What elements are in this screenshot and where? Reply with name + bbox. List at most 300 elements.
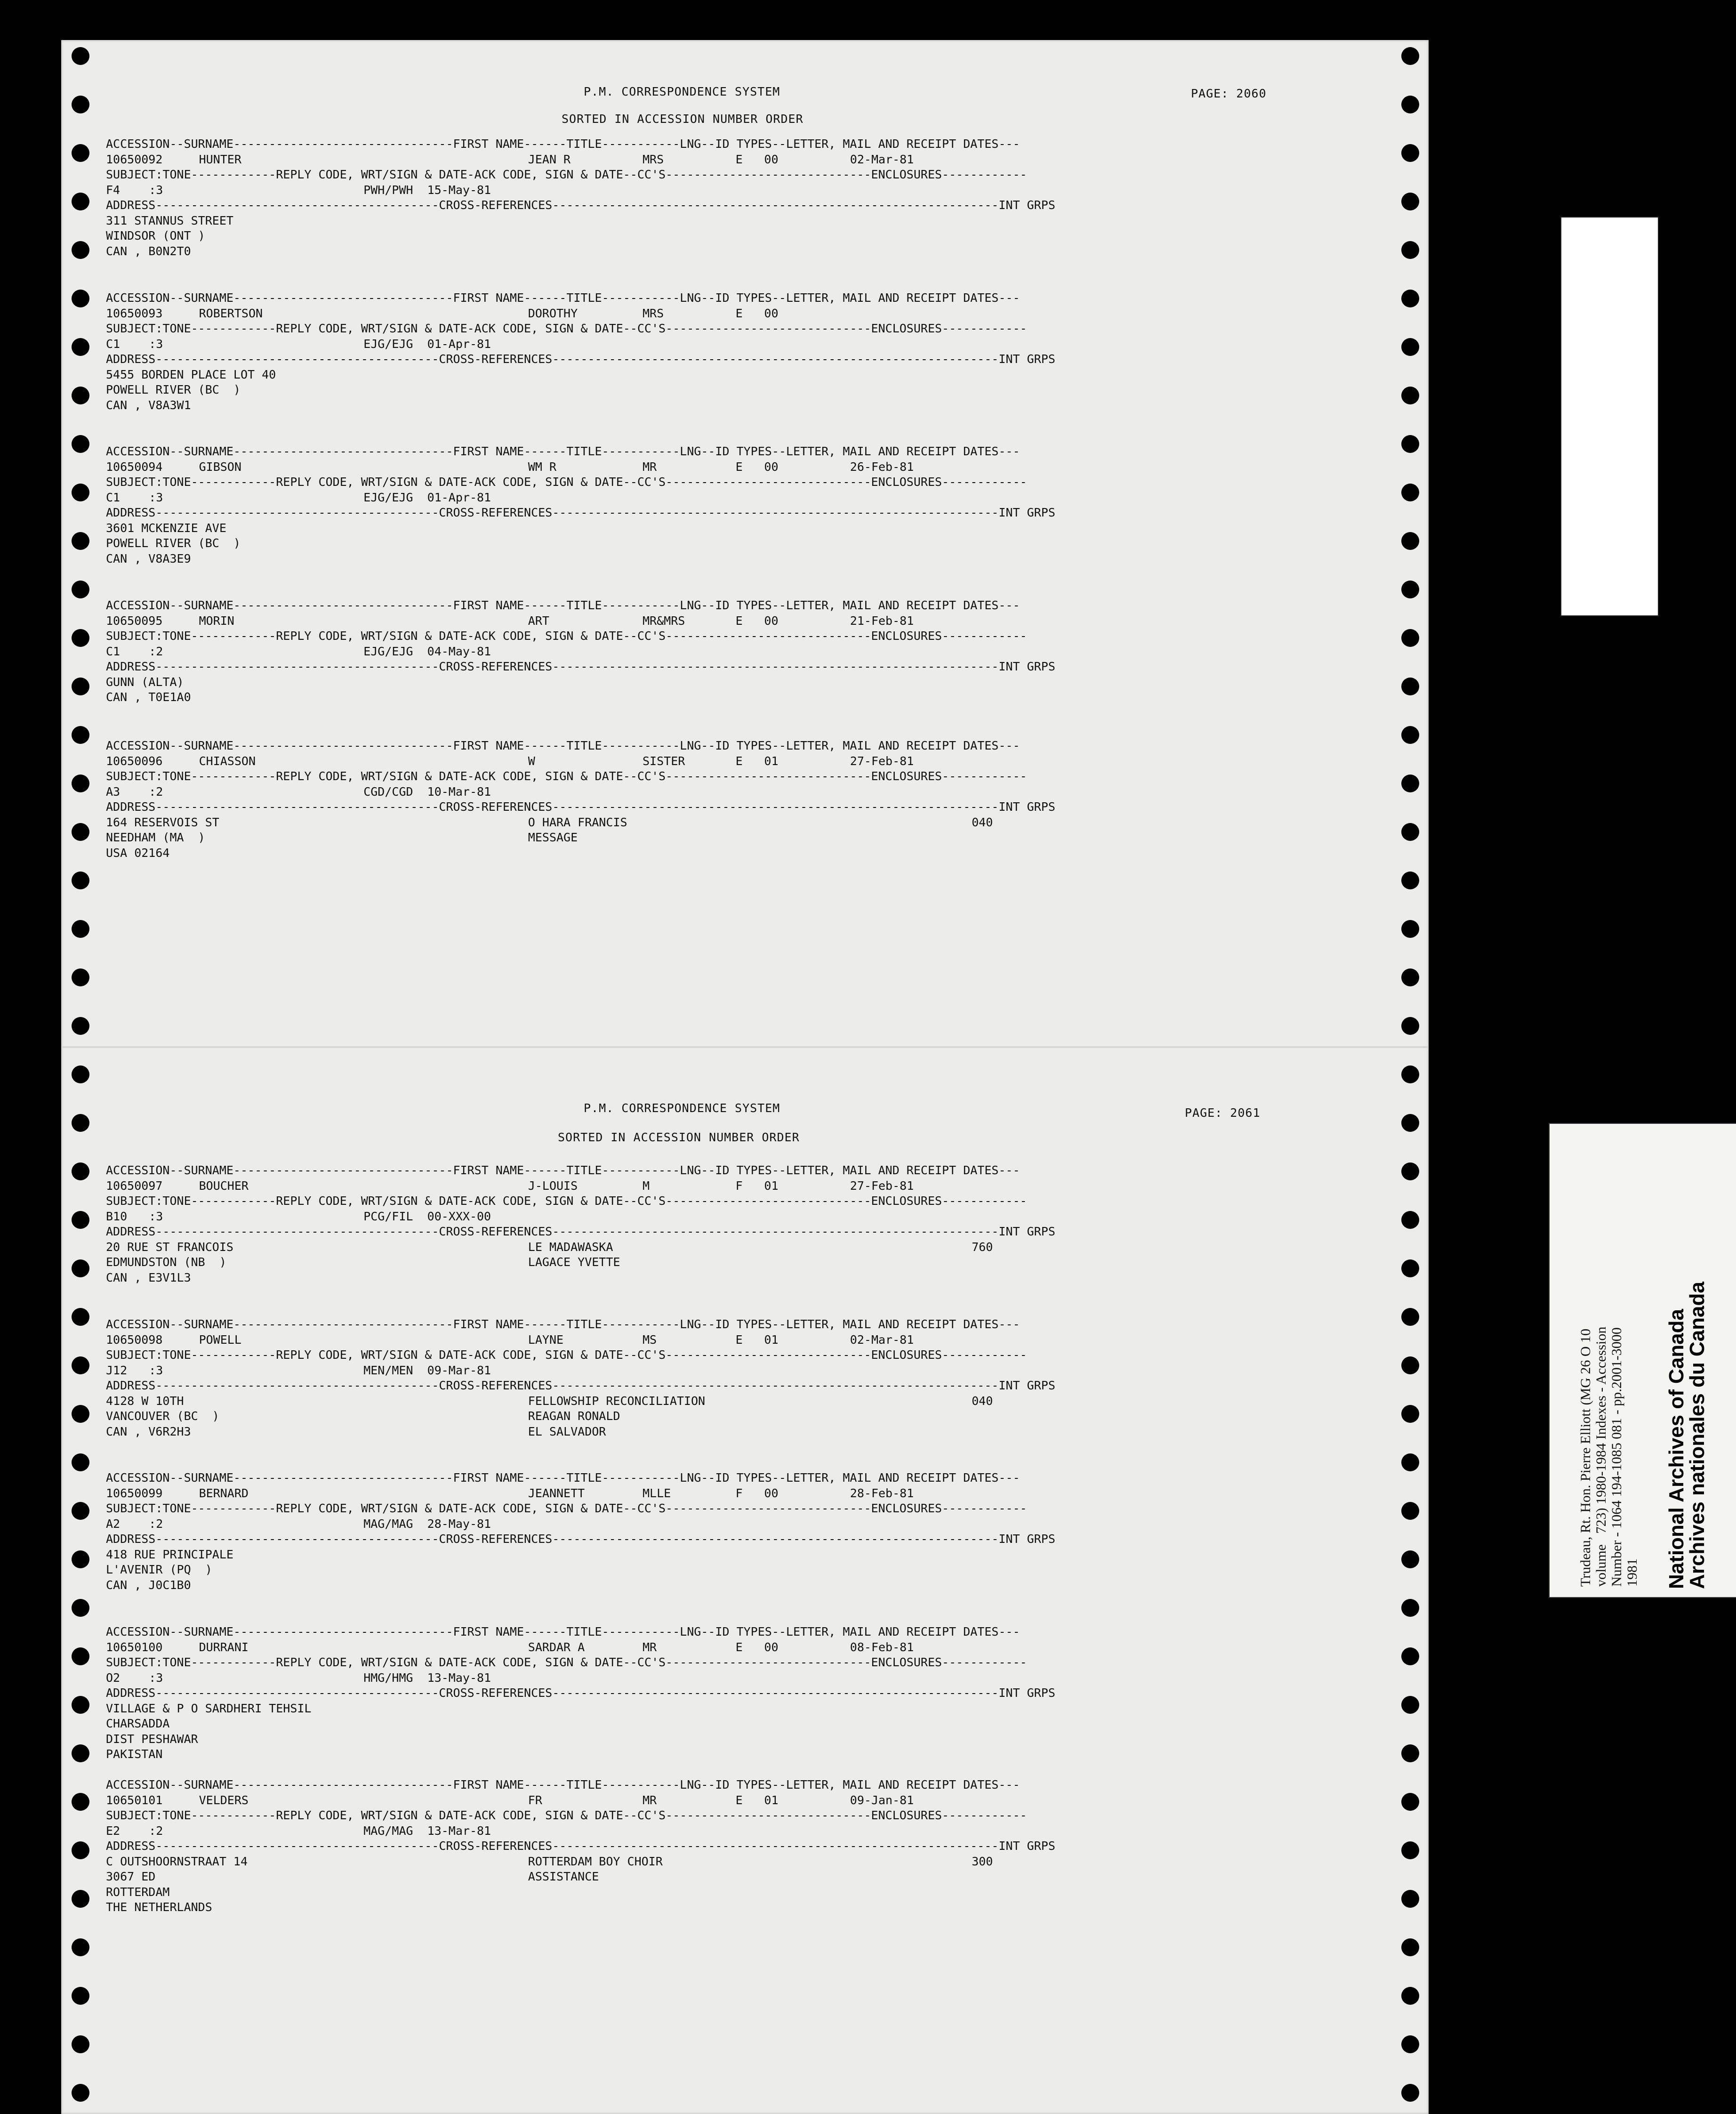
- tractor-hole: [72, 1793, 89, 1811]
- record-line: [106, 598, 1339, 613]
- tone: :3: [149, 1363, 163, 1377]
- record-line: [106, 213, 1339, 229]
- tractor-hole: [1401, 1599, 1419, 1617]
- address-line: CAN , T0E1A0: [106, 690, 191, 704]
- tractor-hole: [72, 532, 89, 550]
- correspondence-record: [106, 137, 1339, 259]
- tractor-hole: [72, 1114, 89, 1132]
- subject-header-rule: SUBJECT:TONE------------REPLY CODE, WRT/SIGN & DATE-ACK CODE, SIGN & DATE--CC'S-----------------------------ENCLOSURES------------: [106, 1348, 1027, 1362]
- record-line: [106, 799, 1339, 815]
- accession-number: 10650095: [106, 613, 163, 628]
- tractor-hole: [1401, 871, 1419, 889]
- subject-code: F4: [106, 183, 121, 197]
- language: E: [735, 460, 743, 474]
- tractor-hole: [72, 1259, 89, 1277]
- surname: POWELL: [199, 1332, 241, 1347]
- record-header-rule: ACCESSION--SURNAME-------------------------------FIRST NAME------TITLE-----------LNG--ID TYPES--LETTER, MAIL AND RECEIPT DATES---: [106, 444, 1020, 458]
- address-line: 5455 BORDEN PLACE LOT 40: [106, 367, 276, 381]
- cross-reference: LE MADAWASKA: [528, 1240, 613, 1254]
- tractor-hole: [1401, 47, 1419, 65]
- first-name: WM R: [528, 460, 557, 474]
- tractor-hole: [72, 1841, 89, 1859]
- address-line: CAN , E3V1L3: [106, 1270, 191, 1284]
- tractor-hole: [1401, 484, 1419, 501]
- correspondence-record: [106, 1163, 1339, 1285]
- tractor-hole: [1401, 1162, 1419, 1180]
- id-types: 00: [764, 1486, 779, 1500]
- tractor-hole: [72, 1696, 89, 1714]
- surname: HUNTER: [199, 152, 241, 166]
- record-line: [106, 152, 1339, 168]
- id-types: 00: [764, 306, 779, 320]
- record-line: [106, 1409, 1339, 1424]
- tractor-hole: [72, 96, 89, 113]
- archive-label-line: 1981: [1624, 1558, 1640, 1587]
- subject-header-rule: SUBJECT:TONE------------REPLY CODE, WRT/SIGN & DATE-ACK CODE, SIGN & DATE--CC'S-----------------------------ENCLOSURES------------: [106, 322, 1027, 335]
- record-line: [106, 290, 1339, 306]
- subject-code: J12: [106, 1363, 128, 1377]
- tractor-hole: [1401, 1017, 1419, 1035]
- tractor-hole: [1401, 96, 1419, 113]
- archive-label-org: [1666, 1118, 1708, 1589]
- tractor-hole: [1401, 1696, 1419, 1714]
- tractor-hole: [1401, 629, 1419, 647]
- subject-code: B10: [106, 1209, 128, 1223]
- tractor-hole: [1401, 726, 1419, 744]
- tractor-hole: [1401, 1405, 1419, 1423]
- tractor-hole: [72, 1550, 89, 1568]
- record-line: [106, 815, 1339, 831]
- address-line: PAKISTAN: [106, 1747, 163, 1761]
- record-line: [106, 244, 1339, 259]
- record-line: [106, 659, 1339, 675]
- surname: DURRANI: [199, 1640, 249, 1654]
- record-line: [106, 398, 1339, 413]
- accession-number: 10650097: [106, 1178, 163, 1193]
- tractor-hole: [72, 290, 89, 307]
- record-line: [106, 1224, 1339, 1240]
- record-line: [106, 830, 1339, 846]
- tone: :3: [149, 490, 163, 504]
- record-line: [106, 1824, 1339, 1839]
- record-line: [106, 769, 1339, 784]
- address-header-rule: ADDRESS----------------------------------------CROSS-REFERENCES---------------------------------------------------------------INT GRPS: [106, 1532, 1055, 1546]
- int-grps: 300: [972, 1854, 993, 1868]
- record-line: [106, 228, 1339, 244]
- system-title: P.M. CORRESPONDENCE SYSTEM: [584, 1101, 780, 1115]
- tractor-hole: [72, 1502, 89, 1520]
- correspondence-record: [106, 290, 1339, 413]
- subject-header-rule: SUBJECT:TONE------------REPLY CODE, WRT/SIGN & DATE-ACK CODE, SIGN & DATE--CC'S-----------------------------ENCLOSURES------------: [106, 1808, 1027, 1822]
- record-line: [106, 137, 1339, 152]
- page-fold: [61, 1046, 1429, 1048]
- address-line: 3067 ED: [106, 1870, 156, 1883]
- tractor-hole: [1401, 1065, 1419, 1083]
- subject-header-rule: SUBJECT:TONE------------REPLY CODE, WRT/SIGN & DATE-ACK CODE, SIGN & DATE--CC'S-----------------------------ENCLOSURES------------: [106, 769, 1027, 783]
- subject-header-rule: SUBJECT:TONE------------REPLY CODE, WRT/SIGN & DATE-ACK CODE, SIGN & DATE--CC'S-----------------------------ENCLOSURES------------: [106, 1501, 1027, 1515]
- title: MLLE: [643, 1486, 671, 1500]
- tractor-hole: [1401, 1890, 1419, 1908]
- cross-reference: ROTTERDAM BOY CHOIR: [528, 1854, 663, 1868]
- tractor-hole: [1401, 968, 1419, 986]
- tone: :3: [149, 1209, 163, 1223]
- record-line: [106, 521, 1339, 536]
- accession-number: 10650100: [106, 1640, 163, 1654]
- accession-number: 10650092: [106, 152, 163, 166]
- receipt-date: 09-Jan-81: [850, 1793, 914, 1807]
- record-header-rule: ACCESSION--SURNAME-------------------------------FIRST NAME------TITLE-----------LNG--ID TYPES--LETTER, MAIL AND RECEIPT DATES---: [106, 598, 1020, 612]
- address-line: USA 02164: [106, 846, 170, 860]
- record-line: [106, 1394, 1339, 1409]
- title: M: [643, 1178, 650, 1193]
- language: E: [735, 152, 743, 166]
- record-header-rule: ACCESSION--SURNAME-------------------------------FIRST NAME------TITLE-----------LNG--ID TYPES--LETTER, MAIL AND RECEIPT DATES---: [106, 1778, 1020, 1791]
- tractor-hole: [1401, 1356, 1419, 1374]
- tractor-hole: [1401, 2035, 1419, 2053]
- first-name: JEANNETT: [528, 1486, 585, 1500]
- tractor-hole: [72, 1308, 89, 1326]
- receipt-date: 21-Feb-81: [850, 613, 914, 628]
- language: F: [735, 1178, 743, 1193]
- receipt-date: 27-Feb-81: [850, 754, 914, 768]
- record-line: [106, 1716, 1339, 1732]
- tractor-hole: [72, 1405, 89, 1423]
- surname: ROBERTSON: [199, 306, 263, 320]
- title: MR: [643, 1640, 657, 1654]
- surname: BERNARD: [199, 1486, 249, 1500]
- reply-code: EJG/EJG 01-Apr-81: [363, 337, 491, 351]
- record-line: [106, 306, 1339, 322]
- record-line: [106, 1194, 1339, 1209]
- address-line: EDMUNDSTON (NB ): [106, 1255, 226, 1269]
- tractor-hole: [72, 968, 89, 986]
- receipt-date: 02-Mar-81: [850, 152, 914, 166]
- record-line: [106, 629, 1339, 644]
- record-line: [106, 1255, 1339, 1270]
- record-line: [106, 490, 1339, 506]
- subject-code: A3: [106, 784, 121, 799]
- correspondence-record: [106, 1470, 1339, 1593]
- tractor-hole: [1401, 1211, 1419, 1229]
- tractor-hole: [72, 47, 89, 65]
- tractor-hole: [1401, 290, 1419, 307]
- record-line: [106, 1178, 1339, 1194]
- id-types: 00: [764, 460, 779, 474]
- tone: :2: [149, 1517, 163, 1531]
- record-header-rule: ACCESSION--SURNAME-------------------------------FIRST NAME------TITLE-----------LNG--ID TYPES--LETTER, MAIL AND RECEIPT DATES---: [106, 291, 1020, 305]
- address-line: 311 STANNUS STREET: [106, 213, 233, 227]
- subject-code: C1: [106, 337, 121, 351]
- record-line: [106, 1670, 1339, 1686]
- surname: MORIN: [199, 613, 234, 628]
- record-header-rule: ACCESSION--SURNAME-------------------------------FIRST NAME------TITLE-----------LNG--ID TYPES--LETTER, MAIL AND RECEIPT DATES---: [106, 1317, 1020, 1331]
- title: SISTER: [643, 754, 685, 768]
- tractor-hole: [1401, 823, 1419, 841]
- receipt-date: 27-Feb-81: [850, 1178, 914, 1193]
- surname: BOUCHER: [199, 1178, 249, 1193]
- language: E: [735, 613, 743, 628]
- title: MR: [643, 460, 657, 474]
- int-grps: 040: [972, 815, 993, 829]
- reply-code: PCG/FIL 00-XXX-00: [363, 1209, 491, 1223]
- cross-reference: EL SALVADOR: [528, 1424, 606, 1438]
- sort-title: SORTED IN ACCESSION NUMBER ORDER: [558, 1130, 800, 1144]
- tractor-hole: [72, 726, 89, 744]
- record-line: [106, 1793, 1339, 1808]
- reply-code: HMG/HMG 13-May-81: [363, 1670, 491, 1685]
- subject-header-rule: SUBJECT:TONE------------REPLY CODE, WRT/SIGN & DATE-ACK CODE, SIGN & DATE--CC'S-----------------------------ENCLOSURES------------: [106, 629, 1027, 643]
- first-name: W: [528, 754, 535, 768]
- tractor-hole: [1401, 581, 1419, 598]
- tractor-hole: [72, 1744, 89, 1762]
- record-line: [106, 1270, 1339, 1286]
- address-line: CAN , J0C1B0: [106, 1578, 191, 1592]
- tone: :2: [149, 644, 163, 658]
- address-line: 418 RUE PRINCIPALE: [106, 1547, 233, 1561]
- cross-reference: LAGACE YVETTE: [528, 1255, 620, 1269]
- tractor-hole: [72, 2084, 89, 2102]
- address-line: POWELL RIVER (BC ): [106, 536, 241, 550]
- address-line: 164 RESERVOIS ST: [106, 815, 219, 829]
- system-title: P.M. CORRESPONDENCE SYSTEM: [584, 85, 780, 98]
- tone: :3: [149, 1670, 163, 1685]
- id-types: 01: [764, 1178, 779, 1193]
- tractor-hole: [1401, 1841, 1419, 1859]
- cross-reference: O HARA FRANCIS: [528, 815, 627, 829]
- tractor-hole: [1401, 1502, 1419, 1520]
- record-line: [106, 1869, 1339, 1885]
- address-line: ROTTERDAM: [106, 1885, 170, 1899]
- address-line: 3601 MCKENZIE AVE: [106, 521, 226, 535]
- record-line: [106, 613, 1339, 629]
- record-line: [106, 1900, 1339, 1915]
- address-line: NEEDHAM (MA ): [106, 831, 205, 844]
- address-line: CAN , V8A3W1: [106, 398, 191, 412]
- record-line: [106, 738, 1339, 754]
- tractor-hole: [72, 629, 89, 647]
- address-header-rule: ADDRESS----------------------------------------CROSS-REFERENCES---------------------------------------------------------------INT GRPS: [106, 1225, 1055, 1238]
- reply-code: CGD/CGD 10-Mar-81: [363, 784, 491, 799]
- first-name: SARDAR A: [528, 1640, 585, 1654]
- address-header-rule: ADDRESS----------------------------------------CROSS-REFERENCES---------------------------------------------------------------INT GRPS: [106, 198, 1055, 212]
- tractor-hole: [72, 144, 89, 162]
- reply-code: MEN/MEN 09-Mar-81: [363, 1363, 491, 1377]
- record-line: [106, 183, 1339, 198]
- record-line: [106, 784, 1339, 800]
- first-name: LAYNE: [528, 1332, 564, 1347]
- record-line: [106, 1655, 1339, 1670]
- title: MR: [643, 1793, 657, 1807]
- subject-header-rule: SUBJECT:TONE------------REPLY CODE, WRT/SIGN & DATE-ACK CODE, SIGN & DATE--CC'S-----------------------------ENCLOSURES------------: [106, 1194, 1027, 1208]
- tractor-hole: [1401, 1938, 1419, 1956]
- language: E: [735, 1793, 743, 1807]
- tractor-hole: [72, 435, 89, 453]
- first-name: FR: [528, 1793, 542, 1807]
- surname: CHIASSON: [199, 754, 256, 768]
- tractor-hole: [72, 1017, 89, 1035]
- tractor-hole: [72, 193, 89, 210]
- first-name: DOROTHY: [528, 306, 578, 320]
- record-line: [106, 1854, 1339, 1870]
- tractor-hole: [1401, 1453, 1419, 1471]
- tractor-hole: [72, 1987, 89, 2005]
- record-line: [106, 198, 1339, 213]
- address-line: CAN , V6R2H3: [106, 1424, 191, 1438]
- record-line: [106, 1747, 1339, 1762]
- correspondence-record: [106, 1624, 1339, 1762]
- id-types: 01: [764, 1332, 779, 1347]
- tractor-hole: [1401, 1987, 1419, 2005]
- record-line: [106, 1885, 1339, 1900]
- record-line: [106, 1424, 1339, 1440]
- receipt-date: 02-Mar-81: [850, 1332, 914, 1347]
- record-line: [106, 382, 1339, 398]
- record-line: [106, 1777, 1339, 1793]
- tractor-hole: [72, 387, 89, 404]
- first-name: ART: [528, 613, 549, 628]
- tractor-hole: [1401, 193, 1419, 210]
- record-line: [106, 1501, 1339, 1517]
- record-header-rule: ACCESSION--SURNAME-------------------------------FIRST NAME------TITLE-----------LNG--ID TYPES--LETTER, MAIL AND RECEIPT DATES---: [106, 1625, 1020, 1638]
- cross-reference: FELLOWSHIP RECONCILIATION: [528, 1394, 706, 1408]
- tractor-hole: [72, 1647, 89, 1665]
- tractor-hole: [72, 920, 89, 938]
- archive-label-line: Trudeau, Rt. Hon. Pierre Elliott (MG 26 O 10: [1578, 1328, 1593, 1587]
- record-line: [106, 1209, 1339, 1225]
- tractor-hole: [72, 1938, 89, 1956]
- record-line: [106, 1547, 1339, 1563]
- tractor-hole: [1401, 1308, 1419, 1326]
- page-number: PAGE: 2060: [1191, 87, 1267, 100]
- subject-code: E2: [106, 1824, 121, 1838]
- tractor-hole: [72, 581, 89, 598]
- tractor-hole: [72, 1356, 89, 1374]
- reply-code: MAG/MAG 13-Mar-81: [363, 1824, 491, 1838]
- record-line: [106, 1839, 1339, 1854]
- id-types: 00: [764, 613, 779, 628]
- address-line: L'AVENIR (PQ ): [106, 1563, 212, 1576]
- int-grps: 760: [972, 1240, 993, 1254]
- subject-header-rule: SUBJECT:TONE------------REPLY CODE, WRT/SIGN & DATE-ACK CODE, SIGN & DATE--CC'S-----------------------------ENCLOSURES------------: [106, 1655, 1027, 1669]
- address-line: CAN , B0N2T0: [106, 244, 191, 258]
- subject-header-rule: SUBJECT:TONE------------REPLY CODE, WRT/SIGN & DATE-ACK CODE, SIGN & DATE--CC'S-----------------------------ENCLOSURES------------: [106, 475, 1027, 489]
- record-line: [106, 1640, 1339, 1655]
- receipt-date: 08-Feb-81: [850, 1640, 914, 1654]
- record-line: [106, 1240, 1339, 1255]
- id-types: 00: [764, 1640, 779, 1654]
- tractor-hole: [1401, 1793, 1419, 1811]
- record-line: [106, 1578, 1339, 1593]
- record-line: [106, 460, 1339, 475]
- first-name: JEAN R: [528, 152, 571, 166]
- address-header-rule: ADDRESS----------------------------------------CROSS-REFERENCES---------------------------------------------------------------INT GRPS: [106, 660, 1055, 673]
- record-line: [106, 1624, 1339, 1640]
- record-line: [106, 1532, 1339, 1547]
- record-line: [106, 352, 1339, 367]
- address-header-rule: ADDRESS----------------------------------------CROSS-REFERENCES---------------------------------------------------------------INT GRPS: [106, 506, 1055, 519]
- record-line: [106, 536, 1339, 551]
- cross-reference: MESSAGE: [528, 831, 578, 844]
- record-line: [106, 644, 1339, 660]
- first-name: J-LOUIS: [528, 1178, 578, 1193]
- tractor-hole: [72, 1065, 89, 1083]
- record-line: [106, 1808, 1339, 1824]
- record-line: [106, 1163, 1339, 1178]
- tone: :2: [149, 1824, 163, 1838]
- record-line: [106, 475, 1339, 490]
- accession-number: 10650099: [106, 1486, 163, 1500]
- address-line: DIST PESHAWAR: [106, 1732, 198, 1746]
- record-header-rule: ACCESSION--SURNAME-------------------------------FIRST NAME------TITLE-----------LNG--ID TYPES--LETTER, MAIL AND RECEIPT DATES---: [106, 1163, 1020, 1177]
- tractor-hole: [1401, 435, 1419, 453]
- subject-code: C1: [106, 490, 121, 504]
- record-line: [106, 321, 1339, 337]
- subject-header-rule: SUBJECT:TONE------------REPLY CODE, WRT/SIGN & DATE-ACK CODE, SIGN & DATE--CC'S-----------------------------ENCLOSURES------------: [106, 168, 1027, 181]
- tractor-hole: [72, 484, 89, 501]
- subject-code: O2: [106, 1670, 121, 1685]
- int-grps: 040: [972, 1394, 993, 1408]
- tractor-hole: [1401, 241, 1419, 259]
- tractor-hole: [1401, 920, 1419, 938]
- address-header-rule: ADDRESS----------------------------------------CROSS-REFERENCES---------------------------------------------------------------INT GRPS: [106, 1379, 1055, 1392]
- archive-tag-number: 000032: [1479, 245, 1572, 601]
- reply-code: MAG/MAG 28-May-81: [363, 1517, 491, 1531]
- record-line: [106, 1732, 1339, 1747]
- tractor-hole: [1401, 387, 1419, 404]
- id-types: 01: [764, 754, 779, 768]
- archive-label-text: [1578, 1116, 1640, 1587]
- record-line: [106, 754, 1339, 769]
- address-line: 4128 W 10TH: [106, 1394, 184, 1408]
- receipt-date: 26-Feb-81: [850, 460, 914, 474]
- tractor-hole: [72, 1453, 89, 1471]
- record-line: [106, 551, 1339, 567]
- accession-number: 10650098: [106, 1332, 163, 1347]
- reply-code: EJG/EJG 01-Apr-81: [363, 490, 491, 504]
- language: E: [735, 754, 743, 768]
- tractor-hole: [72, 338, 89, 356]
- record-line: [106, 846, 1339, 861]
- record-header-rule: ACCESSION--SURNAME-------------------------------FIRST NAME------TITLE-----------LNG--ID TYPES--LETTER, MAIL AND RECEIPT DATES---: [106, 739, 1020, 752]
- surname: VELDERS: [199, 1793, 249, 1807]
- record-line: [106, 505, 1339, 521]
- tractor-hole: [1401, 775, 1419, 792]
- record-header-rule: ACCESSION--SURNAME-------------------------------FIRST NAME------TITLE-----------LNG--ID TYPES--LETTER, MAIL AND RECEIPT DATES---: [106, 137, 1020, 151]
- record-line: [106, 1378, 1339, 1394]
- language: F: [735, 1486, 743, 1500]
- archive-label-line: Number - 1064 194-1085 081 - pp.2001-3000: [1609, 1327, 1624, 1587]
- language: E: [735, 306, 743, 320]
- address-header-rule: ADDRESS----------------------------------------CROSS-REFERENCES---------------------------------------------------------------INT GRPS: [106, 352, 1055, 366]
- record-line: [106, 1686, 1339, 1701]
- reply-code: PWH/PWH 15-May-81: [363, 183, 491, 197]
- address-line: CHARSADDA: [106, 1717, 170, 1730]
- tractor-hole: [72, 241, 89, 259]
- subject-code: C1: [106, 644, 121, 658]
- record-line: [106, 1317, 1339, 1332]
- archive-label-line: volume 723) 1980-1984 Indexes - Accession: [1593, 1326, 1609, 1587]
- tractor-hole: [1401, 2084, 1419, 2102]
- address-header-rule: ADDRESS----------------------------------------CROSS-REFERENCES---------------------------------------------------------------INT GRPS: [106, 1839, 1055, 1853]
- address-line: WINDSOR (ONT ): [106, 229, 205, 242]
- record-line: [106, 690, 1339, 705]
- surname: GIBSON: [199, 460, 241, 474]
- archive-tag-strip: [1560, 217, 1659, 616]
- tractor-hole: [1401, 1259, 1419, 1277]
- tone: :3: [149, 337, 163, 351]
- correspondence-record: [106, 738, 1339, 861]
- accession-number: 10650096: [106, 754, 163, 768]
